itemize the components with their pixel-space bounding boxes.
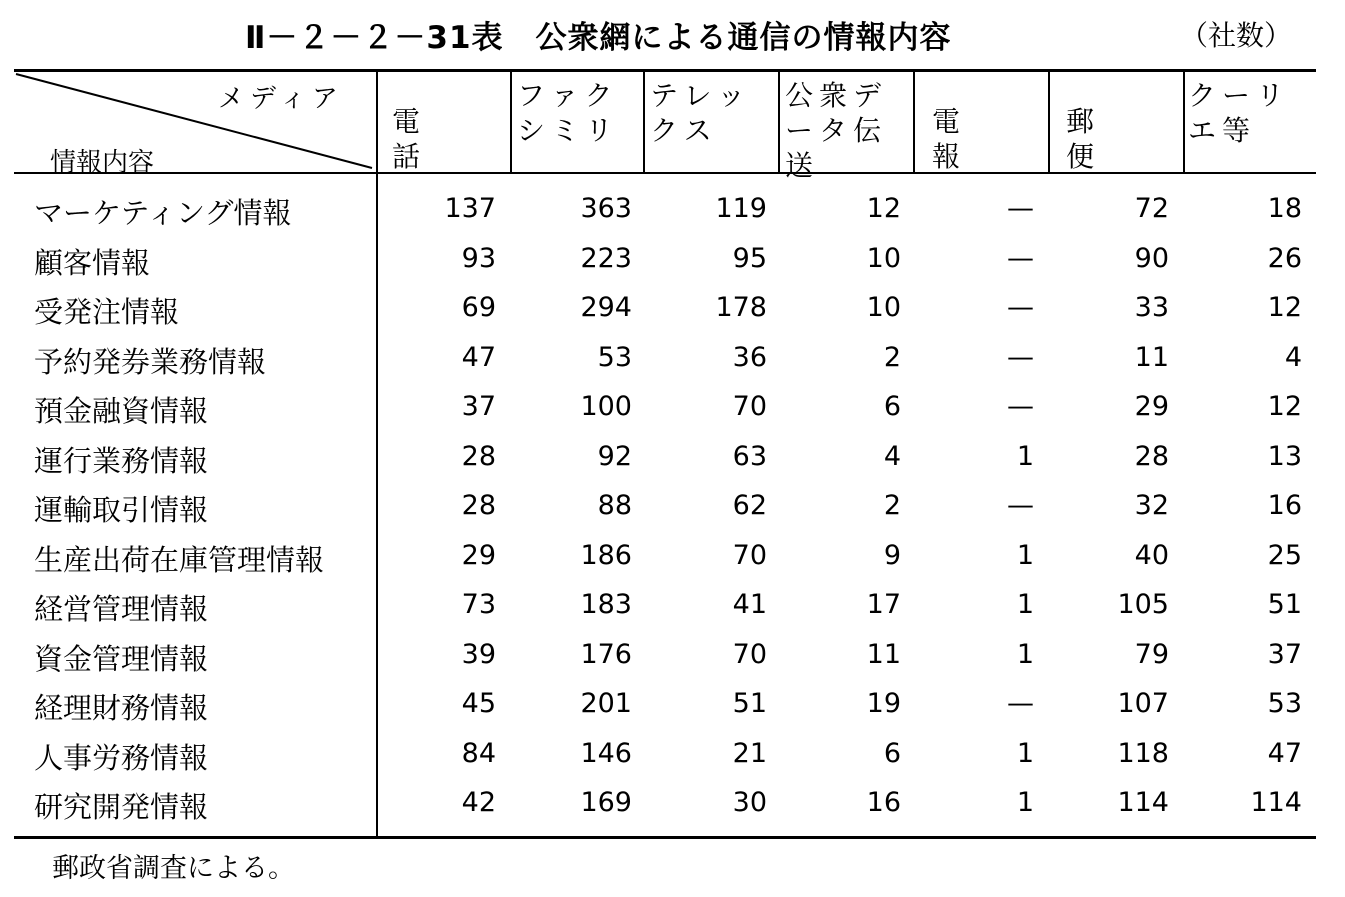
column-divider (376, 72, 378, 836)
row-label: 予約発券業務情報 (34, 344, 267, 379)
table-title: Ⅱ－２－２－31表 公衆網による通信の情報内容 (245, 20, 952, 56)
table-cell: 42 (461, 787, 496, 818)
table-cell: 13 (1267, 440, 1302, 472)
table-cell: 1 (1016, 539, 1034, 571)
table-cell: 25 (1267, 539, 1302, 571)
table-cell: 29 (461, 539, 496, 571)
table-cell: 119 (715, 193, 767, 224)
table-cell: 17 (866, 589, 901, 620)
column-header: 郵 便 (1066, 105, 1167, 173)
table-cell: 41 (732, 589, 767, 620)
table-cell: 12 (866, 193, 901, 224)
table-cell: 29 (1134, 391, 1169, 422)
table-cell: 53 (1267, 688, 1302, 719)
table-cell: 37 (1267, 638, 1302, 670)
table-cell: 176 (580, 638, 632, 670)
table-cell: 11 (1134, 341, 1169, 373)
table-cell: 186 (580, 539, 632, 571)
table-cell: 1 (1016, 737, 1034, 769)
row-label: 資金管理情報 (34, 641, 209, 676)
table-cell: 84 (461, 737, 496, 769)
table-cell: 114 (1250, 787, 1302, 818)
column-header: 電 報 (932, 105, 1033, 173)
table-cell: 178 (715, 292, 767, 323)
table-cell: 47 (461, 341, 496, 373)
table-cell: 223 (580, 242, 632, 274)
row-label: 顧客情報 (34, 245, 151, 280)
table-cell: 40 (1134, 539, 1169, 571)
bottom-rule (14, 836, 1316, 839)
table-cell: — (1007, 688, 1034, 719)
table-cell: 12 (1267, 391, 1302, 422)
table-cell: 114 (1117, 787, 1169, 818)
row-label: 経理財務情報 (34, 691, 209, 725)
column-divider (778, 72, 780, 172)
table-cell: 26 (1267, 242, 1302, 274)
table-cell: 95 (732, 242, 767, 274)
table-cell: — (1007, 193, 1034, 224)
table-cell: 1 (1016, 638, 1034, 670)
row-label: 預金融資情報 (34, 394, 209, 428)
table-cell: 107 (1117, 688, 1169, 719)
table-cell: 169 (580, 787, 632, 818)
table-cell: 39 (461, 638, 496, 670)
table-cell: 53 (597, 341, 632, 373)
stub-header-info: 情報内容 (50, 148, 155, 178)
table-cell: 19 (866, 688, 901, 719)
table-cell: 79 (1134, 638, 1169, 670)
column-header: クーリエ等 (1188, 79, 1291, 147)
table-cell: 10 (866, 242, 901, 274)
table-cell: 47 (1267, 737, 1302, 769)
column-divider (510, 72, 512, 172)
column-header: 電 話 (392, 105, 493, 173)
table-cell: 100 (580, 391, 632, 422)
table-cell: 10 (866, 292, 901, 323)
column-divider (1048, 72, 1050, 172)
table-cell: 88 (597, 490, 632, 521)
table-cell: 73 (461, 589, 496, 620)
column-divider (913, 72, 915, 172)
table-cell: 18 (1267, 193, 1302, 224)
table-cell: 2 (883, 490, 901, 521)
table-cell: 21 (732, 737, 767, 769)
table-cell: 4 (883, 440, 901, 472)
column-divider (643, 72, 645, 172)
table-cell: 294 (580, 292, 632, 323)
table-cell: 12 (1267, 292, 1302, 323)
row-label: 研究開発情報 (34, 790, 209, 824)
source-note: 郵政省調査による。 (52, 853, 295, 884)
table-cell: 92 (597, 440, 632, 472)
table-cell: 4 (1284, 341, 1302, 373)
table-cell: 146 (580, 737, 632, 769)
row-label: 生産出荷在庫管理情報 (34, 542, 325, 577)
table-cell: 63 (732, 440, 767, 472)
column-divider (1183, 72, 1185, 172)
table-cell: 51 (732, 688, 767, 719)
table-cell: 28 (461, 490, 496, 521)
table-cell: 28 (1134, 440, 1169, 472)
table-cell: 72 (1134, 193, 1169, 224)
table-cell: 33 (1134, 292, 1169, 323)
table-cell: 93 (461, 242, 496, 274)
row-label: マーケティング情報 (34, 196, 292, 230)
table-cell: 11 (866, 638, 901, 670)
table-cell: — (1007, 341, 1034, 373)
table-cell: 36 (732, 341, 767, 373)
table-cell: 201 (580, 688, 632, 719)
unit-label: （社数） (1180, 19, 1293, 52)
row-label: 人事労務情報 (34, 740, 209, 775)
table-cell: 28 (461, 440, 496, 472)
row-label: 受発注情報 (34, 295, 180, 329)
table-cell: 90 (1134, 242, 1169, 274)
table-cell: 2 (883, 341, 901, 373)
row-label: 運行業務情報 (34, 443, 209, 478)
table-cell: — (1007, 242, 1034, 274)
table-cell: 105 (1117, 589, 1169, 620)
table-cell: 30 (732, 787, 767, 818)
table-cell: 51 (1267, 589, 1302, 620)
table-cell: 45 (461, 688, 496, 719)
stub-header-media: メディア (218, 84, 344, 114)
table-cell: 1 (1016, 589, 1034, 620)
table-cell: 32 (1134, 490, 1169, 521)
table-cell: 16 (866, 787, 901, 818)
table-cell: 363 (580, 193, 632, 224)
column-header: ファクシミリ (517, 79, 620, 147)
table-cell: 70 (732, 638, 767, 670)
table-cell: 6 (883, 391, 901, 422)
table-cell: — (1007, 490, 1034, 521)
row-label: 経営管理情報 (34, 592, 209, 626)
table-cell: 183 (580, 589, 632, 620)
table-cell: 6 (883, 737, 901, 769)
table-cell: 69 (461, 292, 496, 323)
table-cell: 9 (883, 539, 901, 571)
table-cell: 70 (732, 391, 767, 422)
table-cell: 37 (461, 391, 496, 422)
table-cell: 118 (1117, 737, 1169, 769)
row-label: 運輸取引情報 (34, 493, 209, 527)
column-header: 公衆データ伝送 (785, 79, 888, 182)
table-cell: 1 (1016, 440, 1034, 472)
table-cell: 62 (732, 490, 767, 521)
column-header: テレックス (650, 79, 752, 147)
table-cell: 16 (1267, 490, 1302, 521)
table-cell: 1 (1016, 787, 1034, 818)
table-cell: 137 (444, 193, 496, 224)
table-cell: 70 (732, 539, 767, 571)
table-cell: — (1007, 391, 1034, 422)
table-cell: — (1007, 292, 1034, 323)
